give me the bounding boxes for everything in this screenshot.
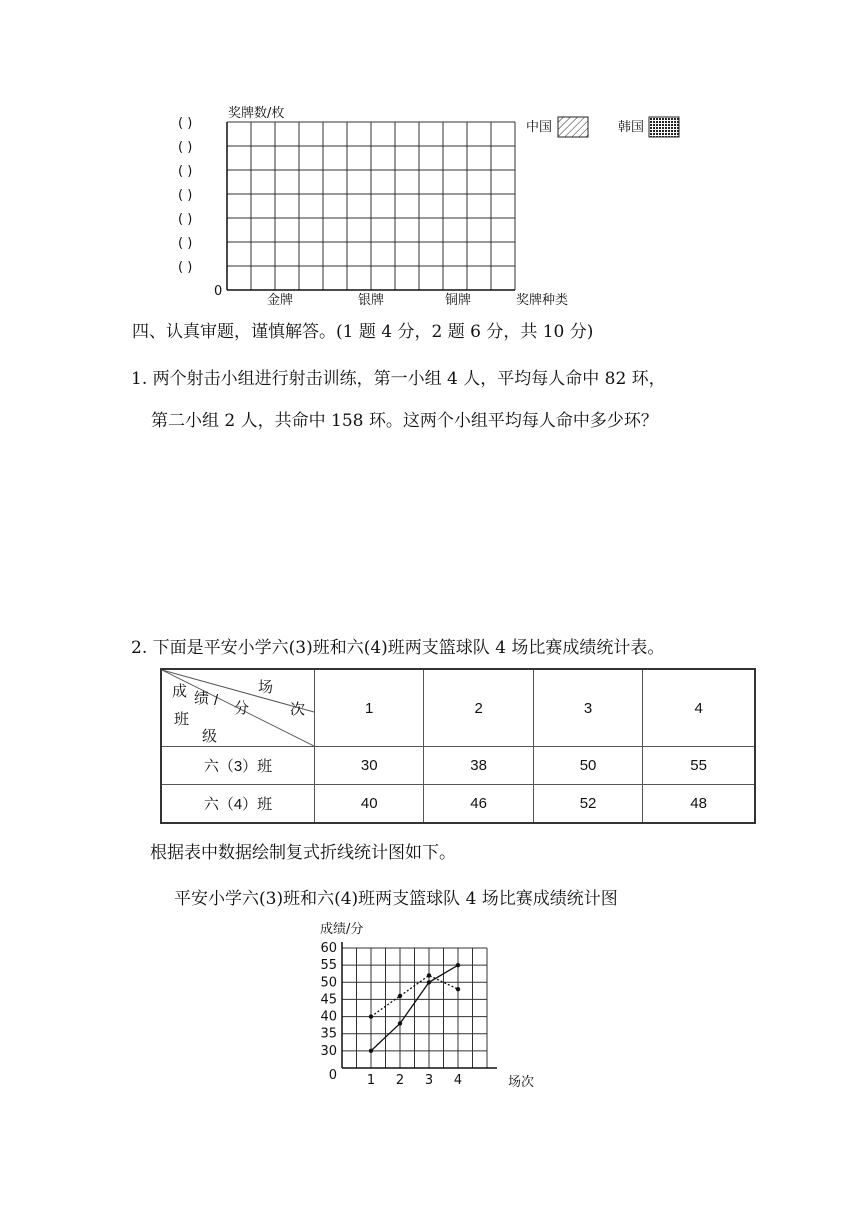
line-x-tick: 1 (366, 1073, 376, 1088)
question-1-line-2: 第二小组 2 人，共命中 158 环。这两个小组平均每人命中多少环？ (151, 411, 658, 431)
line-x-axis-label: 场次 (508, 1075, 535, 1090)
question-2: 2. 下面是平安小学六(3)班和六(4)班两支篮球队 4 场比赛成绩统计表。 (131, 638, 665, 658)
medal-y-tick-blank: ( ) (178, 188, 193, 203)
after-table-text: 根据表中数据绘制复式折线统计图如下。 (150, 843, 456, 863)
table-cell: 30 (315, 747, 424, 785)
corner-text: / (214, 692, 219, 709)
corner-text: 分 (234, 700, 250, 717)
corner-text: 绩 (194, 690, 210, 707)
question-1-line-1: 1. 两个射击小组进行射击训练，第一小组 4 人，平均每人命中 82 环， (131, 369, 666, 389)
data-point (456, 963, 460, 967)
corner-text: 成 (172, 683, 188, 700)
legend-label-china: 中国 (526, 120, 553, 135)
legend-label-korea: 韩国 (618, 120, 645, 135)
table-cell: 46 (424, 785, 533, 823)
data-point (369, 1014, 373, 1018)
table-cell: 48 (643, 785, 755, 823)
table-cell: 40 (315, 785, 424, 823)
data-point (398, 1021, 402, 1025)
table-cell: 55 (643, 747, 755, 785)
line-chart-title: 平安小学六(3)班和六(4)班两支篮球队 4 场比赛成绩统计图 (174, 889, 618, 909)
medal-category: 金牌 (267, 293, 294, 308)
medal-y-tick-blank: ( ) (178, 260, 193, 275)
table-cell: 52 (533, 785, 642, 823)
data-point (427, 980, 431, 984)
table-header-cell: 4 (643, 669, 755, 747)
row-label: 六（3）班 (161, 747, 315, 785)
data-point (369, 1049, 373, 1053)
medal-y-tick-blank: ( ) (178, 116, 193, 131)
legend-swatch-china (558, 117, 588, 137)
line-x-tick: 2 (395, 1073, 405, 1088)
score-table (160, 668, 756, 824)
legend-swatch-korea (649, 117, 679, 137)
table-row (161, 747, 755, 785)
table-row (161, 785, 755, 823)
section-heading: 四、认真审题，谨慎解答。(1 题 4 分，2 题 6 分，共 10 分) (132, 322, 594, 342)
data-point (427, 973, 431, 977)
medal-category: 铜牌 (445, 293, 472, 308)
medal-y-tick-blank: ( ) (178, 164, 193, 179)
line-x-tick: 4 (453, 1073, 463, 1088)
line-x-tick: 3 (424, 1073, 434, 1088)
table-header-cell: 3 (533, 669, 642, 747)
row-label: 六（4）班 (161, 785, 315, 823)
medal-y-tick-blank: ( ) (178, 140, 193, 155)
table-header-cell: 1 (315, 669, 424, 747)
data-point (456, 987, 460, 991)
corner-text: 级 (202, 728, 218, 745)
line-y-tick: 55 (320, 958, 337, 974)
line-y-tick: 60 (320, 941, 337, 956)
corner-text: 场 (258, 679, 274, 696)
data-point (398, 994, 402, 998)
medal-x-axis-label: 奖牌种类 (516, 293, 569, 308)
medal-y-axis-label: 奖牌数/枚 (228, 106, 285, 121)
corner-text: 次 (290, 701, 306, 718)
medal-origin: 0 (214, 284, 223, 299)
line-y-tick: 30 (320, 1043, 337, 1059)
medal-y-tick-blank: ( ) (178, 236, 193, 251)
medal-category: 银牌 (358, 293, 385, 308)
line-chart (310, 918, 560, 1094)
table-corner-cell (161, 669, 315, 747)
line-y-tick: 50 (320, 975, 337, 991)
medal-y-tick-blank: ( ) (178, 212, 193, 227)
line-y-tick: 45 (320, 992, 337, 1008)
table-cell: 38 (424, 747, 533, 785)
medal-grid (227, 122, 515, 290)
table-cell: 50 (533, 747, 642, 785)
line-y-tick: 0 (328, 1068, 337, 1083)
corner-text: 班 (174, 711, 190, 728)
line-y-tick: 40 (320, 1009, 337, 1025)
line-y-tick: 35 (320, 1026, 337, 1042)
table-header-cell: 2 (424, 669, 533, 747)
line-y-axis-label: 成绩/分 (320, 922, 364, 937)
medal-chart (170, 100, 690, 310)
